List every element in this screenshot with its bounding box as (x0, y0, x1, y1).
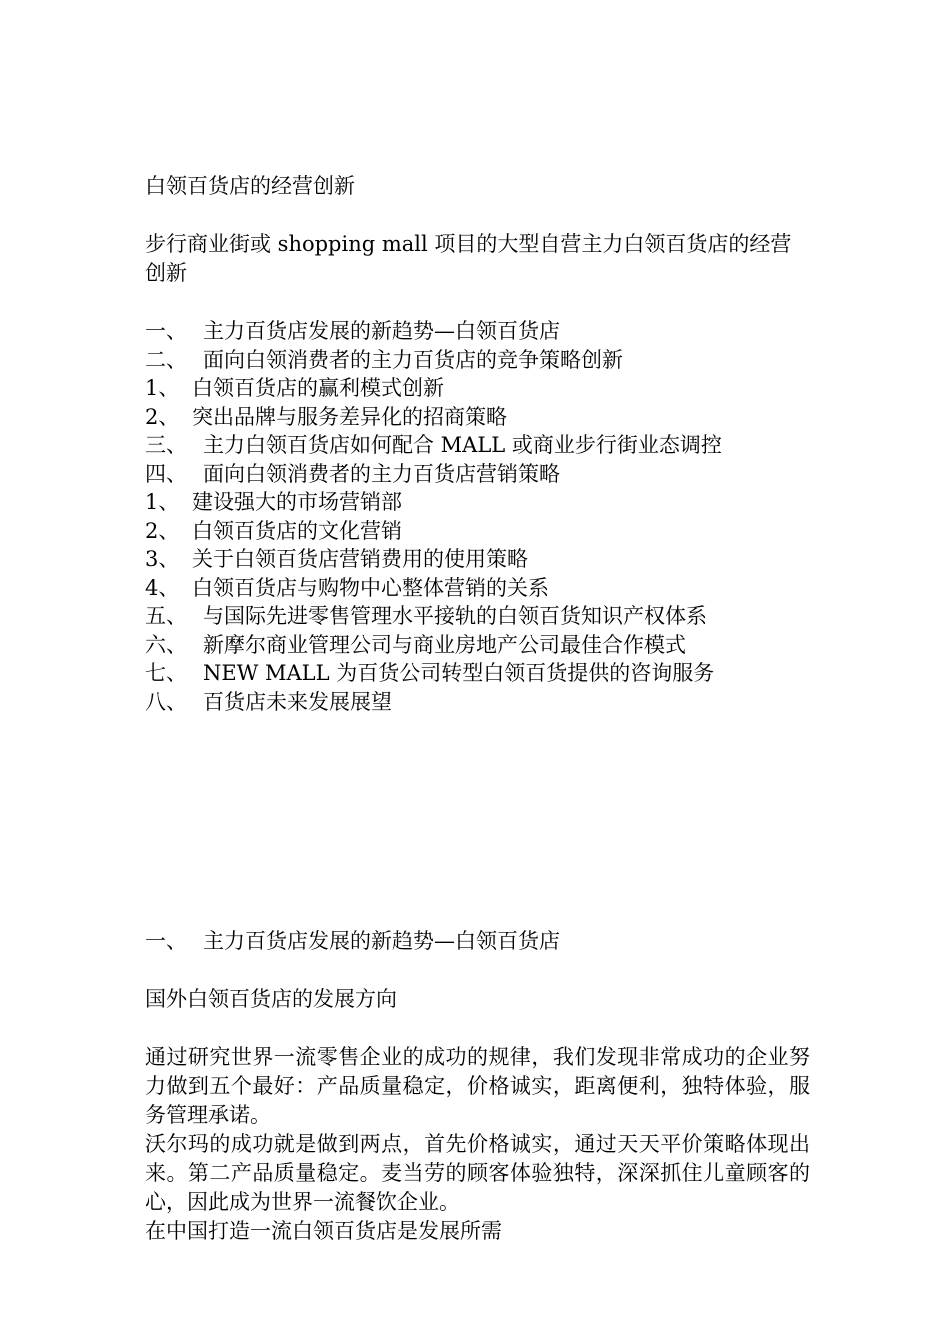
toc-text: 建设强大的市场营销部 (192, 490, 402, 514)
toc-text: 白领百货店的赢利模式创新 (192, 376, 444, 400)
body-paragraph: 通过研究世界一流零售企业的成功的规律，我们发现非常成功的企业努力做到五个最好：产品质量稳定，价格诚实，距离便利，独特体验，服务管理承诺。 (145, 1045, 810, 1127)
toc-number: 一、 (145, 319, 187, 343)
toc-number: 四、 (145, 461, 187, 486)
section-number: 一、 (145, 929, 187, 953)
section-heading-text: 主力百货店发展的新趋势—白领百货店 (203, 929, 560, 953)
toc-item (145, 317, 810, 346)
toc-item (145, 403, 810, 432)
document-subtitle: 步行商业街或 shopping mall 项目的大型自营主力白领百货店的经营创新 (145, 232, 792, 285)
toc-item (145, 545, 810, 574)
toc-text: 突出品牌与服务差异化的招商策略 (192, 404, 507, 429)
toc-number: 八、 (145, 689, 187, 714)
toc-number: 七、 (145, 661, 187, 685)
toc-text: 主力白领百货店如何配合 MALL 或商业步行街业态调控 (203, 433, 722, 457)
toc-item (145, 602, 810, 631)
toc-number: 1、 (145, 376, 180, 400)
toc-number: 2、 (145, 518, 180, 543)
document-title: 白领百货店的经营创新 (145, 174, 355, 198)
toc-text: 白领百货店的文化营销 (192, 518, 402, 543)
toc-text: 白领百货店与购物中心整体营销的关系 (192, 575, 549, 600)
table-of-contents (145, 317, 810, 716)
document-front-matter (145, 172, 810, 716)
toc-item (145, 374, 810, 403)
sub-heading: 国外白领百货店的发展方向 (145, 987, 397, 1011)
toc-number: 二、 (145, 347, 187, 372)
toc-item (145, 574, 810, 603)
body-paragraph: 在中国打造一流白领百货店是发展所需 (145, 1219, 502, 1243)
toc-number: 五、 (145, 604, 187, 628)
toc-text: 主力百货店发展的新趋势—白领百货店 (203, 319, 560, 343)
toc-number: 3、 (145, 547, 180, 571)
section-one (145, 927, 810, 1246)
body-paragraph: 沃尔玛的成功就是做到两点，首先价格诚实，通过天天平价策略体现出来。第二产品质量稳定。麦当劳的顾客体验独特，深深抓住儿童顾客的心，因此成为世界一流餐饮企业。 (145, 1132, 810, 1214)
toc-number: 六、 (145, 632, 187, 657)
toc-text: 关于白领百货店营销费用的使用策略 (192, 547, 528, 571)
toc-number: 2、 (145, 404, 180, 429)
toc-item (145, 346, 810, 375)
toc-text: 百货店未来发展展望 (203, 689, 392, 714)
toc-text: 面向白领消费者的主力百货店的竞争策略创新 (203, 347, 623, 372)
toc-text: 新摩尔商业管理公司与商业房地产公司最佳合作模式 (203, 632, 686, 657)
toc-number: 4、 (145, 575, 180, 600)
toc-text: 与国际先进零售管理水平接轨的白领百货知识产权体系 (203, 604, 707, 628)
section-heading (145, 927, 810, 956)
toc-item (145, 431, 810, 460)
toc-item (145, 688, 810, 717)
toc-text: NEW MALL 为百货公司转型白领百货提供的咨询服务 (203, 661, 715, 685)
toc-item (145, 517, 810, 546)
toc-number: 1、 (145, 490, 180, 514)
toc-text: 面向白领消费者的主力百货店营销策略 (203, 461, 560, 486)
toc-item (145, 659, 810, 688)
toc-item (145, 460, 810, 489)
toc-number: 三、 (145, 433, 187, 457)
toc-item (145, 488, 810, 517)
toc-item (145, 631, 810, 660)
